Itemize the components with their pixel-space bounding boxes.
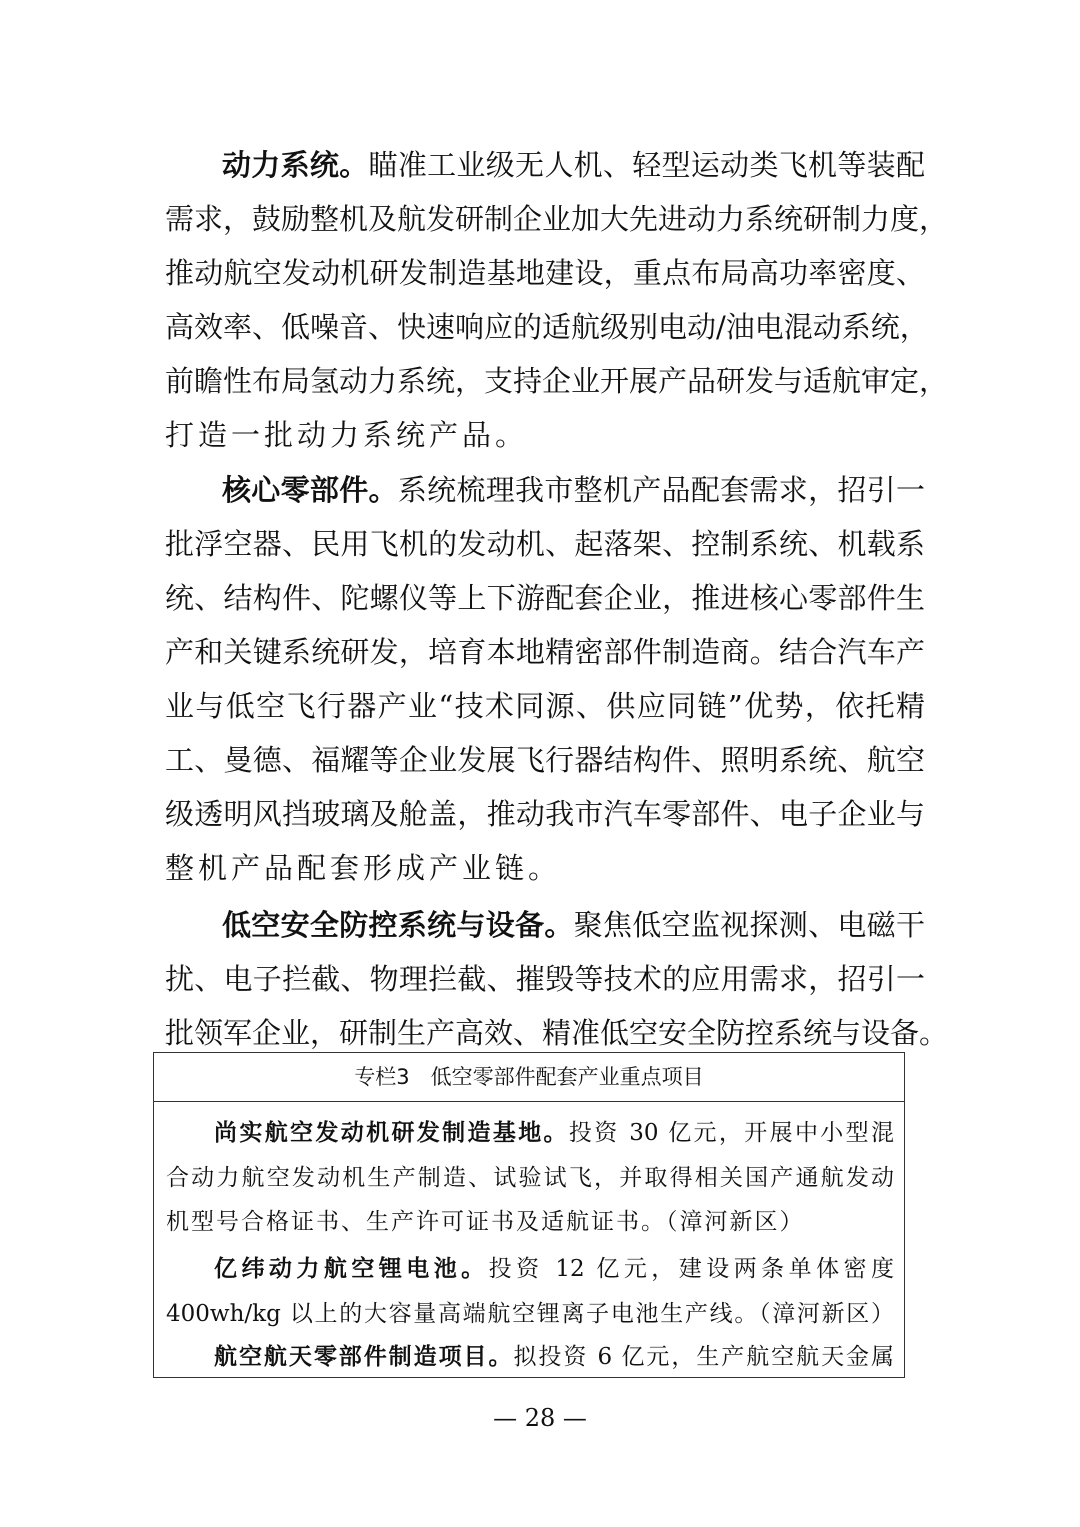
paragraph-line xyxy=(222,470,925,510)
box-line xyxy=(214,1340,894,1374)
text: 聚焦低空监视探测、电磁干 xyxy=(573,908,925,942)
paragraph-line: 批领军企业，研制生产高效、精准低空安全防控系统与设备。 xyxy=(165,1016,949,1050)
text: 投资 30 亿元，开展中小型混 xyxy=(568,1120,894,1146)
box-line xyxy=(214,1252,894,1286)
text: 瞄准工业级无人机、轻型运动类飞机等装配 xyxy=(368,148,925,182)
project-box xyxy=(153,1052,905,1378)
paragraph-line: 级透明风挡玻璃及舱盖，推动我市汽车零部件、电子企业与 xyxy=(165,797,925,831)
paragraph-line: 前瞻性布局氢动力系统，支持企业开展产品研发与适航审定， xyxy=(165,364,949,398)
paragraph-line: 统、结构件、陀螺仪等上下游配套企业，推进核心零部件生 xyxy=(165,581,925,615)
box-line: 400wh/kg 以上的大容量高端航空锂离子电池生产线。（漳河新区） xyxy=(166,1301,894,1327)
paragraph-line: 需求，鼓励整机及航发研制企业加大先进动力系统研制力度， xyxy=(165,202,949,236)
paragraph-heading: 低空安全防控系统与设备。 xyxy=(222,908,574,942)
box-title: 专栏3 低空零部件配套产业重点项目 xyxy=(154,1053,904,1102)
paragraph-line: 扰、电子拦截、物理拦截、摧毁等技术的应用需求，招引一 xyxy=(165,962,925,996)
text: 投资 12 亿元，建设两条单体密度 xyxy=(488,1256,895,1282)
project-heading: 亿纬动力航空锂电池。 xyxy=(214,1256,489,1282)
paragraph-line: 产和关键系统研发，培育本地精密部件制造商。结合汽车产 xyxy=(165,635,925,669)
project-heading: 尚实航空发动机研发制造基地。 xyxy=(214,1120,569,1146)
paragraph-line: 批浮空器、民用飞机的发动机、起落架、控制系统、机载系 xyxy=(165,527,925,561)
paragraph-line xyxy=(222,145,925,185)
paragraph-line: 高效率、低噪音、快速响应的适航级别电动/油电混动系统， xyxy=(165,310,929,344)
paragraph-line: 工、曼德、福耀等企业发展飞行器结构件、照明系统、航空 xyxy=(165,743,925,777)
paragraph-line xyxy=(222,905,925,945)
box-line xyxy=(214,1116,894,1150)
paragraph-line: 业与低空飞行器产业“技术同源、供应同链”优势，依托精 xyxy=(165,689,925,723)
project-heading: 航空航天零部件制造项目。 xyxy=(214,1344,514,1370)
paragraph-heading: 核心零部件。 xyxy=(222,473,398,507)
text: 拟投资 6 亿元，生产航空航天金属 xyxy=(513,1344,894,1370)
paragraph-heading: 动力系统。 xyxy=(222,148,369,182)
paragraph-line: 整机产品配套形成产业链。 xyxy=(165,851,562,885)
box-line: 机型号合格证书、生产许可证书及适航证书。（漳河新区） xyxy=(166,1209,805,1235)
text: 系统梳理我市整机产品配套需求，招引一 xyxy=(397,473,925,507)
paragraph-line: 推动航空发动机研发制造基地建设，重点布局高功率密度、 xyxy=(165,256,925,290)
page-number: — 28 — xyxy=(493,1404,587,1432)
paragraph-line: 打造一批动力系统产品。 xyxy=(165,418,529,452)
box-line: 合动力航空发动机生产制造、试验试飞，并取得相关国产通航发动 xyxy=(166,1165,894,1191)
